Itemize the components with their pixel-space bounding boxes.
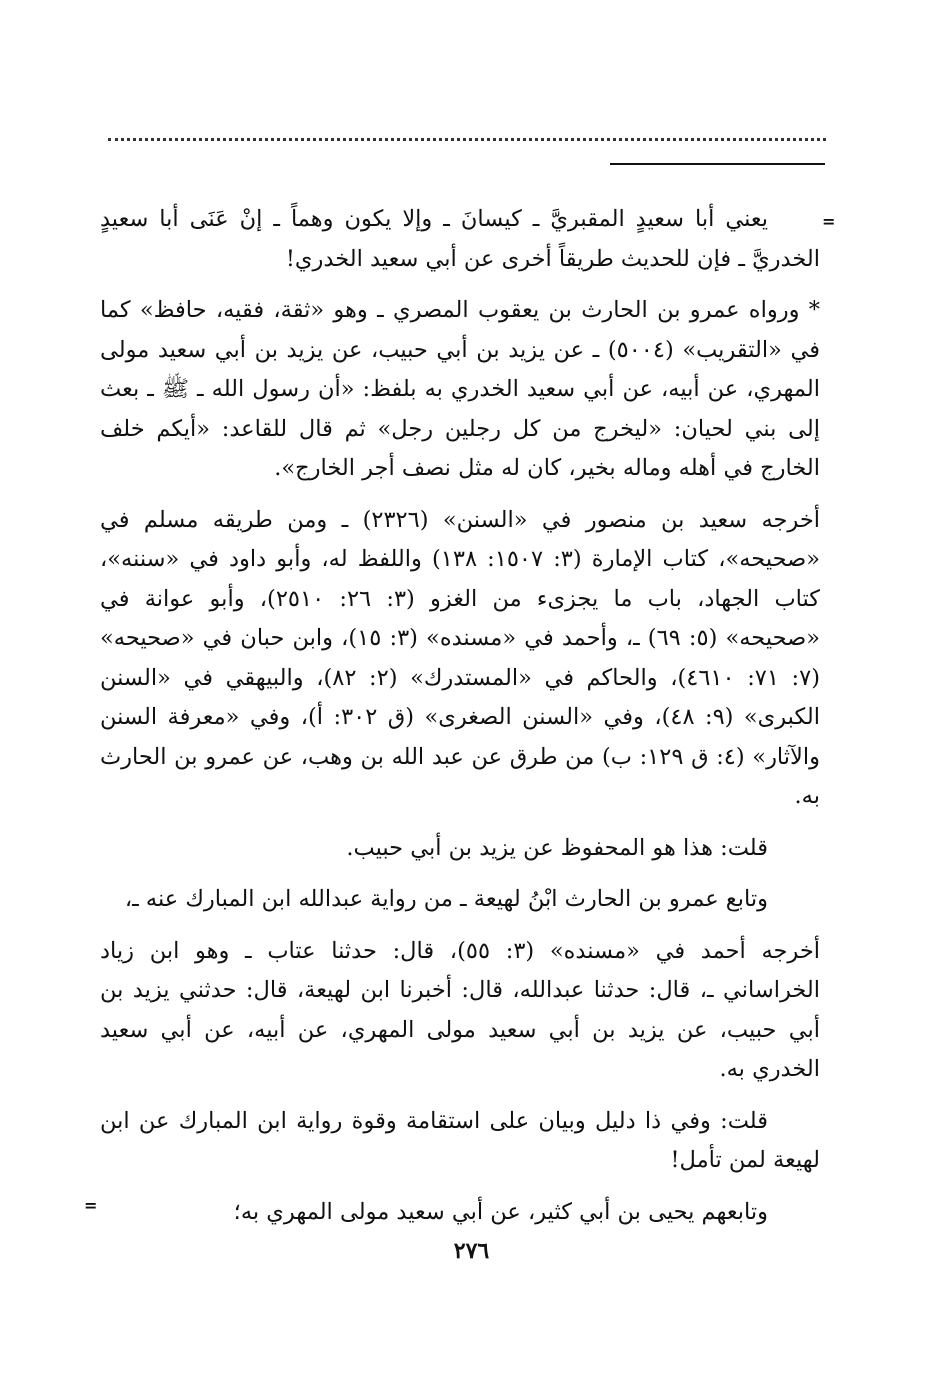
continuation-mark-top: = [822,212,836,231]
paragraph-7: قلت: وفي ذا دليل وبيان على استقامة وقوة رواية ابن المبارك عن ابن لهيعة لمن تأمل! [100,1107,820,1173]
paragraph-5: وتابع عمرو بن الحارث ابْنُ لهيعة ـ من رواية عبدالله ابن المبارك عنه ـ، [124,886,768,912]
paragraph-4: قلت: هذا هو المحفوظ عن يزيد بن أبي حبيب. [346,834,768,861]
footnote-separator-rule [610,163,825,165]
header-dotted-rule [108,138,826,141]
paragraph-2: * ورواه عمرو بن الحارث بن يعقوب المصري ـ وهو «ثقة، فقيه، حافظ» كما في «التقريب» (٥٠٠٤) ـ عن يزيد بن أبي حبيب، عن يزيد بن أبي سعيد مولى المهري، عن أبيه، عن أبي سعيد الخدري به بلفظ: «أن رسول الله ـ ﷺ ـ بعث إلى بني لحيان: «ليخرج من كل رجلين رجل» ثم قال للقاعد: «أيكم خلف الخارج في أهله وماله بخير، كان له مثل نصف أجر الخارج». [100,297,820,481]
paragraph-8: وتابعهم يحيى بن أبي كثير، عن أبي سعيد مولى المهري به؛ [233,1198,768,1225]
paragraph-1: يعني أبا سعيدٍ المقبريَّ ـ كيسانَ ـ وإلا يكون وهماً ـ إنْ عَنَى أبا سعيدٍ الخدريَّ ـ فإن للحديث طريقاً أخرى عن أبي سعيد الخدري! [100,206,820,272]
page-number: ٢٧٦ [453,1238,490,1264]
paragraph-6: أخرجه أحمد في «مسنده» (٣: ٥٥)، قال: حدثنا عتاب ـ وهو ابن زياد الخراساني ـ، قال: حدثنا عبدالله، قال: أخبرنا ابن لهيعة، قال: حدثني يزيد بن أبي حبيب، عن يزيد بن أبي سعيد مولى المهري، عن أبيه، عن أبي سعيد الخدري به. [100,937,821,1082]
footnote-text-body [100,200,820,1244]
continuation-mark-bottom: = [84,1196,98,1215]
paragraph-3: أخرجه سعيد بن منصور في «السنن» (٢٣٢٦) ـ ومن طريقه مسلم في «صحيحه»، كتاب الإمارة (٣: ١٥٠٧: ١٣٨) واللفظ له، وأبو داود في «سننه»، كتاب الجهاد، باب ما يجزىء من الغزو (٣: ٢٦: ٢٥١٠)، وأبو عوانة في «صحيحه» (٥: ٦٩) ـ، وأحمد في «مسنده» (٣: ١٥)، وابن حبان في «صحيحه» (٧: ٧١: ٤٦١٠)، والحاكم في «المستدرك» (٢: ٨٢)، والبيهقي في «السنن الكبرى» (٩: ٤٨)، وفي «السنن الصغرى» (ق ٣٠٢: أ)، وفي «معرفة السنن والآثار» (٤: ق ١٢٩: ب) من طرق عن عبد الله بن وهب، عن عمرو بن الحارث به. [100,506,821,809]
